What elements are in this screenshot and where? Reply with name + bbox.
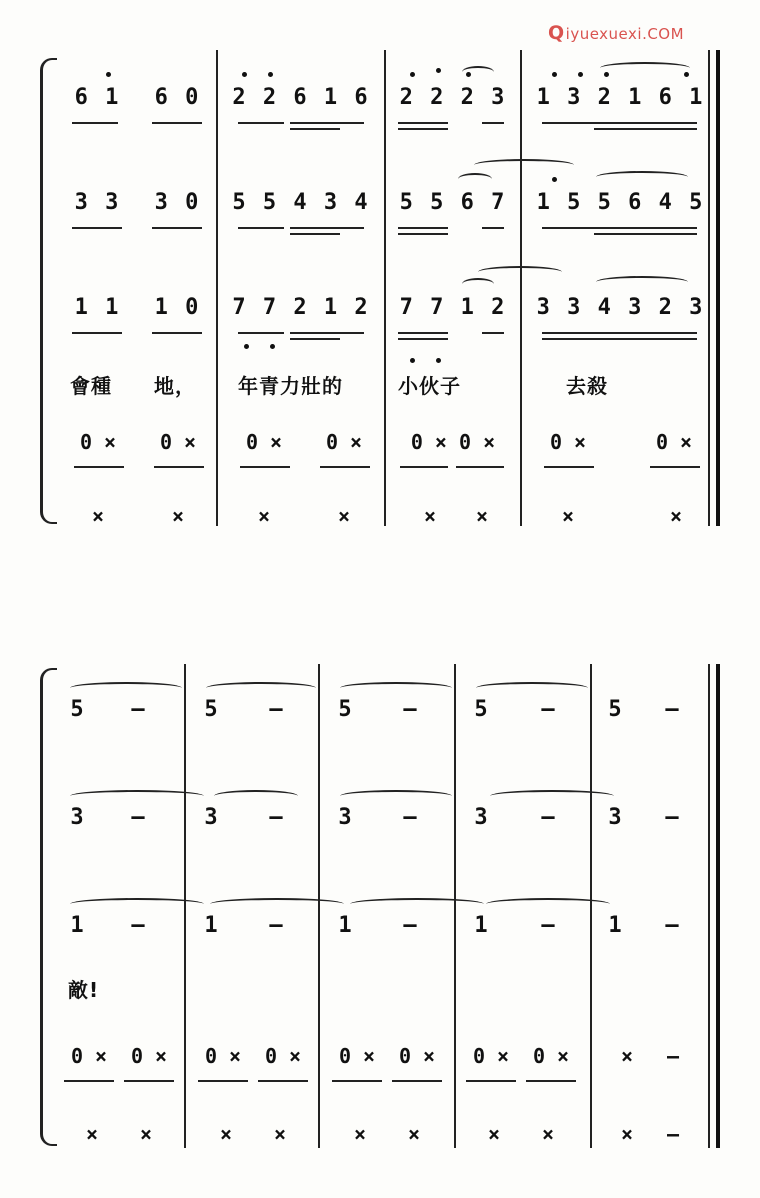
rhythm-group: × xyxy=(620,1122,634,1146)
note: 5 xyxy=(70,697,86,722)
note: 1 xyxy=(70,913,86,938)
note-dash: — xyxy=(403,805,419,830)
rhythm-group: × xyxy=(620,1044,634,1068)
rhythm-group: × xyxy=(171,504,185,528)
percussion-1-row xyxy=(0,422,760,502)
note: 3 xyxy=(204,805,220,830)
rhythm-group: 0 × xyxy=(398,1044,436,1068)
note: 1 xyxy=(608,913,624,938)
note-group: 5 5 6 7 xyxy=(399,190,507,215)
rhythm-group: × xyxy=(219,1122,233,1146)
score-system-2 xyxy=(0,640,760,1160)
note: 5 xyxy=(474,697,490,722)
rhythm-group: 0 × xyxy=(325,430,363,454)
note-dash: — xyxy=(541,697,557,722)
note: 3 xyxy=(474,805,490,830)
note-group: 2 2 6 1 6 xyxy=(232,85,370,110)
rhythm-group: × xyxy=(337,504,351,528)
watermark-text: iyuexuexi.COM xyxy=(565,25,685,43)
lyric-text: 會種 xyxy=(70,373,112,398)
rhythm-group: 0 × xyxy=(70,1044,108,1068)
note: 5 xyxy=(204,697,220,722)
rhythm-group: × xyxy=(407,1122,421,1146)
rhythm-dash: — xyxy=(666,1122,680,1146)
voice-3-row xyxy=(0,288,760,368)
lyric-text: 小伙子 xyxy=(398,373,461,398)
rhythm-group: 0 × xyxy=(159,430,197,454)
rhythm-group: 0 × xyxy=(655,430,693,454)
note-dash: — xyxy=(665,697,681,722)
rhythm-group: 0 × xyxy=(338,1044,376,1068)
rhythm-group: × xyxy=(139,1122,153,1146)
rhythm-group: × xyxy=(487,1122,501,1146)
rhythm-group: × xyxy=(257,504,271,528)
note-group: 6 1 xyxy=(74,85,121,110)
note-dash: — xyxy=(403,697,419,722)
rhythm-group: 0 × xyxy=(245,430,283,454)
rhythm-group: × xyxy=(85,1122,99,1146)
note-dash: — xyxy=(131,913,147,938)
note-dash: — xyxy=(541,913,557,938)
note-group: 3 3 xyxy=(74,190,121,215)
rhythm-dash: — xyxy=(666,1044,680,1068)
note-dash: — xyxy=(131,697,147,722)
percussion-2-row xyxy=(0,496,760,576)
voice-2-row xyxy=(0,183,760,263)
note-dash: — xyxy=(665,913,681,938)
rhythm-group: 0 × xyxy=(130,1044,168,1068)
note-dash: — xyxy=(131,805,147,830)
voice-1-row xyxy=(0,78,760,158)
rhythm-group: × xyxy=(475,504,489,528)
note-group: 7 7 2 1 2 xyxy=(232,295,370,320)
note: 1 xyxy=(338,913,354,938)
note-group: 2 2 2 3 xyxy=(399,85,507,110)
note: 5 xyxy=(608,697,624,722)
rhythm-group: × xyxy=(541,1122,555,1146)
rhythm-group: × xyxy=(423,504,437,528)
rhythm-group: 0 × xyxy=(532,1044,570,1068)
note-group: 5 5 4 3 4 xyxy=(232,190,370,215)
note-group: 1 0 xyxy=(154,295,201,320)
rhythm-group: 0 × xyxy=(549,430,587,454)
percussion-1-row xyxy=(0,1036,760,1116)
note-dash: — xyxy=(269,913,285,938)
note-group: 7 7 1 2 xyxy=(399,295,507,320)
note-group: 1 3 2 1 6 1 xyxy=(536,85,705,110)
rhythm-group: 0 × 0 × xyxy=(410,430,496,454)
lyric-text: 去殺 xyxy=(566,373,608,398)
note-dash: — xyxy=(665,805,681,830)
lyric-text: 年青力壯的 xyxy=(238,373,343,398)
rhythm-group: 0 × xyxy=(204,1044,242,1068)
note: 5 xyxy=(338,697,354,722)
note-dash: — xyxy=(269,805,285,830)
rhythm-group: 0 × xyxy=(472,1044,510,1068)
note-group: 3 3 4 3 2 3 xyxy=(536,295,705,320)
rhythm-group: × xyxy=(669,504,683,528)
score-system-1 xyxy=(0,0,760,560)
lyric-text: 敵! xyxy=(68,977,100,1002)
note: 3 xyxy=(608,805,624,830)
voice-1-row xyxy=(0,690,760,770)
note-dash: — xyxy=(541,805,557,830)
rhythm-group: × xyxy=(353,1122,367,1146)
note-group: 1 5 5 6 4 5 xyxy=(536,190,705,215)
rhythm-group: × xyxy=(561,504,575,528)
note: 1 xyxy=(474,913,490,938)
rhythm-group: 0 × xyxy=(264,1044,302,1068)
note-group: 1 1 xyxy=(74,295,121,320)
voice-2-row xyxy=(0,798,760,878)
note-dash: — xyxy=(403,913,419,938)
lyric-text: 地， xyxy=(154,373,196,398)
rhythm-group: × xyxy=(273,1122,287,1146)
rhythm-group: 0 × xyxy=(79,430,117,454)
percussion-2-row xyxy=(0,1114,760,1194)
rhythm-group: × xyxy=(91,504,105,528)
note-group: 6 0 xyxy=(154,85,201,110)
note-group: 3 0 xyxy=(154,190,201,215)
note: 3 xyxy=(70,805,86,830)
note: 1 xyxy=(204,913,220,938)
note: 3 xyxy=(338,805,354,830)
watermark-logo-letter: Q xyxy=(548,22,565,44)
note-dash: — xyxy=(269,697,285,722)
